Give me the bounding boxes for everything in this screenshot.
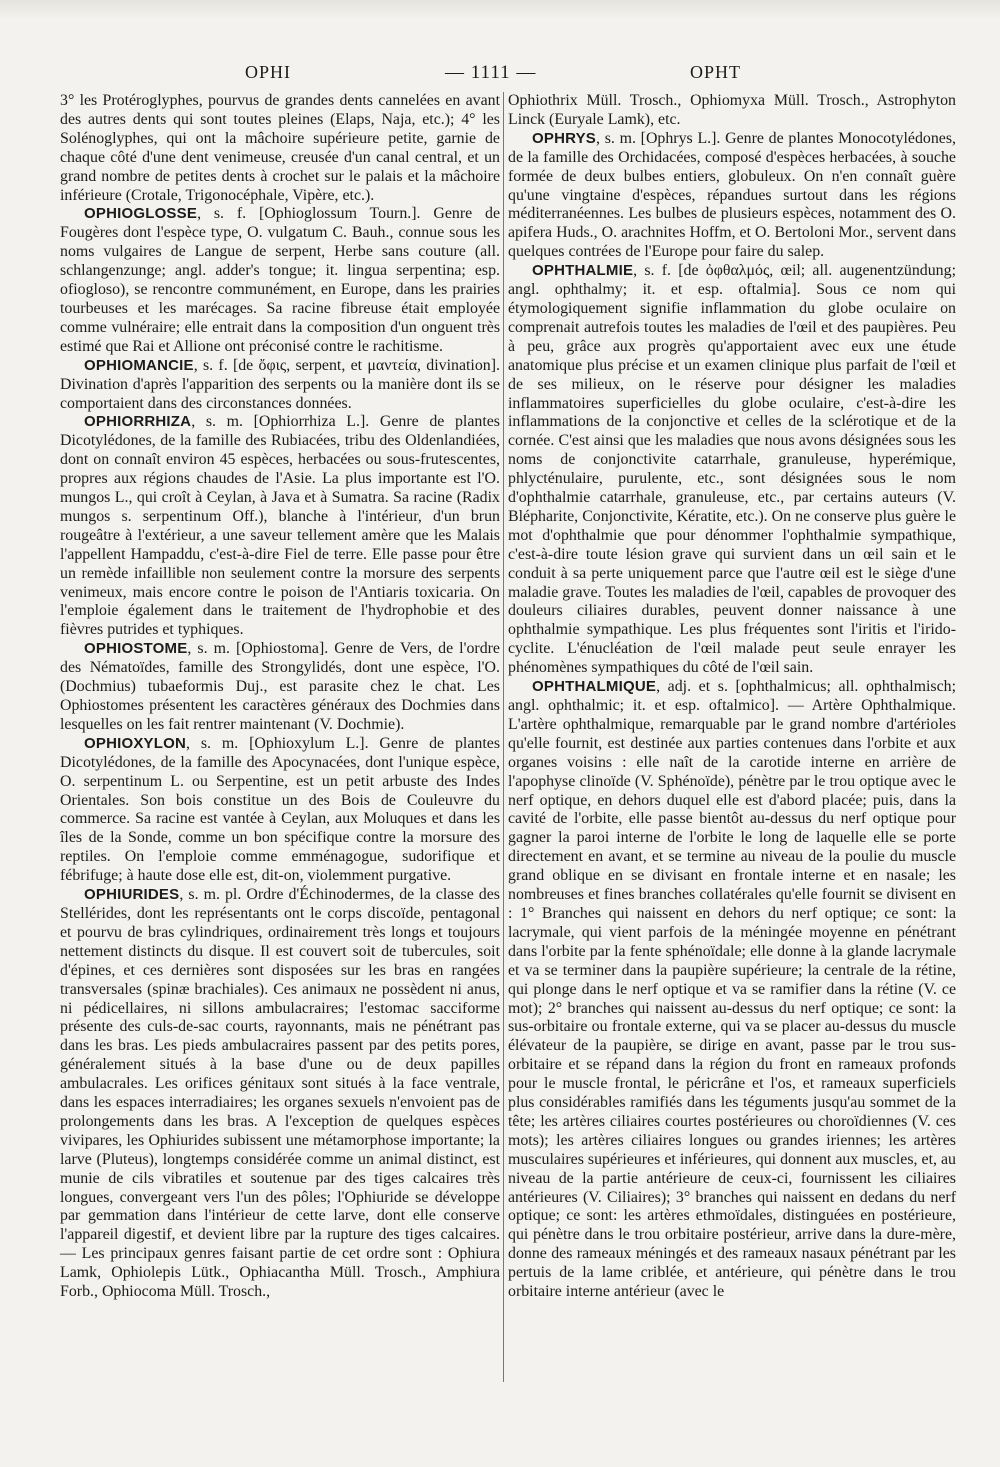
entry-ophrys: OPHRYS, s. m. [Ophrys L.]. Genre de plantes Monocotylédones, de la famille des Orchidacées, composé d'espèces herbacées, à souche formée de deux bulbes entiers, globuleux. On n'en connaît guère qu'une vingtaine d'espèces, répandues surtout dans les régions méditerranéennes. Les bulbes de plusieurs espèces, notamment des O. apifera Huds., O. arachnites Hoffm, et O. Bertoloni Mor., servent dans quelques contrées de l'Europe pour faire du salep. (508, 129, 956, 261)
entry-ophiostome: OPHIOSTOME, s. m. [Ophiostoma]. Genre de Vers, de l'ordre des Nématoïdes, famille des Strongylidés, dont une espèce, l'O. (Dochmius) tubaeformis Duj., est parasite chez le chat. Les Ophiostomes présentent les caractères généraux des Dochmies dans lesquelles on les fait rentrer maintenant (V. Dochmie). (60, 640, 500, 733)
headword: OPHIORRHIZA (84, 413, 192, 431)
headword: OPHIURIDES (84, 886, 180, 904)
headword: OPHIOGLOSSE (84, 205, 198, 223)
right-column (508, 92, 956, 1302)
page-number: — 1111 — (445, 62, 537, 83)
headword: OPHRYS (532, 129, 596, 147)
entry-ophthalmique: OPHTHALMIQUE, adj. et s. [ophthalmicus; all. ophthalmisch; angl. ophthalmic; it. et esp. oftalmico]. — Artère Ophthalmique. L'artère ophthalmique, remarquable par le grand nombre d'artérioles qu'elle fournit, est destinée aux parties contenues dans l'orbite et aux organes voisins : elle naît de la carotide interne en arrière de l'apophyse clinoïde (V. Sphénoïde), pénètre par le trou optique avec le nerf optique, en dehors duquel elle est d'abord placée; puis, dans la cavité de l'orbite, elle passe bientôt au-dessus du nerf optique pour gagner la paroi interne de l'orbite le long de laquelle elle se porte directement en avant, et se termine au niveau de la poulie du muscle grand oblique en se divisant en frontale interne et en nasale; les nombreuses et fines branches collatérales qu'elle fournit se divisent en : 1° Branches qui naissent en dehors du nerf optique; ce sont: la lacrymale, qui vient parfois de la méningée moyenne en pénétrant dans l'orbite par la fente sphénoïdale; elle donne à la glande lacrymale et va se terminer dans la paupière supérieure; la centrale de la rétine, qui plonge dans le nerf optique et va se ramifier dans la rétine (V. ce mot); 2° branches qui naissent au-dessus du nerf optique; ce sont: la sus-orbitaire ou frontale externe, qui va se placer au-dessus du muscle élévateur de la paupière, se dirige en avant, passe par le trou sus-orbitaire et se répand dans la région du front en rameaux profonds pour le muscle frontal, le péricrâne et l'os, et rameaux superficiels plus considérables ramifiés dans les téguments jusqu'au sommet de la tête; les artères ciliaires courtes postérieures ou choroïdiennes (V. ces mots); les artères ciliaires longues ou grandes iriennes; les artères musculaires supérieures et inférieures, qui donnent aux muscles, et, au niveau de la partie antérieure de ceux-ci, fournissent les ciliaires antérieures (V. Ciliaires); 3° branches qui naissent en dedans du nerf optique; ce sont: les artères ethmoïdales, distinguées en postérieure, qui pénètre dans le trou orbitaire postérieur, arrive dans la dure-mère, donne des rameaux méningés et des rameaux nasaux pénétrant par les pertuis de la lame criblée, et antérieure, qui pénètre dans le trou orbitaire interne antérieur (avec le (508, 678, 956, 1301)
header-left-guideword: OPHI (245, 62, 292, 82)
entry-ophiurides: OPHIURIDES, s. m. pl. Ordre d'Échinodermes, de la classe des Stellérides, dont les représentants ont le corps discoïde, pentagonal et pourvu de bras cylindriques, ordinairement très longs et toujours nettement distincts du disque. Il est couvert soit de tubercules, soit d'épines, et ces dernières sont disposées sur les bras en rangées transversales (spinæ brachiales). Ces animaux ne possèdent ni anus, ni pédicellaires, ni sillons ambulacraires; l'estomac sacciforme présente des culs-de-sac courts, rayonnants, mais ne pénétrant pas dans les bras. Les pieds ambulacraires passent par des petits pores, généralement situés à la base d'une ou de deux papilles ambulacrales. Les orifices génitaux sont situés à la face ventrale, dans les espaces interradiaires; les organes sexuels n'envoient pas de prolongements dans les bras. A l'exception de quelques espèces vivipares, les Ophiurides subissent une métamorphose importante; la larve (Pluteus), longtemps considérée comme un animal distinct, est munie de cils vibratiles et soutenue par des tiges calcaires très longues, convergeant vers l'un des pôles; l'Ophiuride se développe par gemmation dans l'intérieur de cette larve, dont elle conserve l'appareil digestif, et devient libre par la rupture des tiges calcaires. — Les principaux genres faisant partie de cet ordre sont : Ophiura Lamk, Ophiolepis Lütk., Ophiacantha Müll. Trosch., Amphiura Forb., Ophiocoma Müll. Trosch., (60, 886, 500, 1301)
headword: OPHTHALMIE (532, 262, 634, 280)
column-divider (503, 92, 504, 1382)
header-right-guideword: OPHT (690, 62, 742, 82)
entry-ophioglosse: OPHIOGLOSSE, s. f. [Ophioglossum Tourn.]. Genre de Fougères dont l'espèce type, O. vulgatum C. Bauh., connue sous les noms vulgaires de Langue de serpent, Herbe sans couture (all. schlangenzunge; angl. adder's tongue; it. lingua serpentina; esp. ofiogloso), se rencontre communément, en Europe, dans les prairies tourbeuses et les marécages. Sa racine fibreuse était employée comme vulnéraire; elle entrait dans la composition d'un onguent très estimé que Rai et Allione ont préconisé contre le rachitisme. (60, 205, 500, 355)
headword: OPHTHALMIQUE (532, 678, 657, 696)
page-edge (0, 0, 1000, 20)
headword: OPHIOSTOME (84, 640, 188, 658)
running-head (60, 62, 950, 92)
left-column (60, 92, 500, 1302)
entry-ophiorrhiza: OPHIORRHIZA, s. m. [Ophiorrhiza L.]. Genre de plantes Dicotylédones, de la famille des Rubiacées, tribu des Oldenlandiées, dont on connaît environ 45 espèces, herbacées ou sous-frutescentes, propres aux régions chaudes de l'Asie. La plus importante est l'O. mungos L., qui croît à Ceylan, à Java et à Sumatra. Sa racine (Radix mungos s. serpentinum Off.), blanche à l'intérieur, d'un brun rougeâtre à l'extérieur, a une saveur tellement amère que les Malais l'appellent Hampaddu, c'est-à-dire Fiel de terre. Elle passe pour être un remède infaillible non seulement contre la morsure des serpents venimeux, mais encore contre le poison de l'Antiaris toxicaria. On l'emploie également dans le traitement de l'hydrophobie et des fièvres putrides et typhiques. (60, 413, 500, 639)
entry-ophthalmie: OPHTHALMIE, s. f. [de ὀφθαλμός, œil; all. augenentzündung; angl. ophthalmy; it. et esp. oftalmia]. Sous ce nom qui étymologiquement signifie inflammation du globe oculaire on comprenait autrefois toutes les maladies de l'œil et des paupières. Peu à peu, grâce aux progrès qu'apportaient avec eux une étude anatomique plus précise et un examen clinique plus parfait de l'œil et de ses milieux, on le réserve pour désigner les maladies inflammatoires superficielles du globe oculaire, c'est-à-dire les inflammations de la conjonctive et celles de la sclérotique et de la cornée. C'est ainsi que les maladies que nous avons désignées sous les noms de conjonctivite catarrhale, granuleuse, hyperémique, phlycténulaire, purulente, etc., sont désignées sous le nom d'ophthalmie catarrhale, granuleuse, etc., par certains auteurs (V. Blépharite, Conjonctivite, Kératite, etc.). On ne conserve plus guère le mot d'ophthalmie que pour dénommer l'ophthalmie sympathique, c'est-à-dire toute lésion grave qui survient dans un œil sain et le conduit à sa perte uniquement parce que l'autre œil est le siège d'une maladie grave. Toutes les maladies de l'œil, capables de provoquer des douleurs ciliaires durables, peuvent donner naissance à une ophthalmie sympathique. Les plus fréquentes sont l'iritis et l'irido-cyclite. L'énucléation de l'œil malade peut seule enrayer les phénomènes sympathiques du côté de l'œil sain. (508, 262, 957, 677)
headword: OPHIOMANCIE (84, 356, 194, 374)
entry-ophiurides-continuation: Ophiothrix Müll. Trosch., Ophiomyxa Müll. Trosch., Astrophyton Linck (Euryale Lamk), etc. (508, 92, 956, 128)
entry-ophioxylon: OPHIOXYLON, s. m. [Ophioxylum L.]. Genre de plantes Dicotylédones, de la famille des Apocynacées, dont l'unique espèce, O. serpentinum L. ou Serpentine, est un petit arbuste des Indes Orientales. Son bois constitue un des Bois de Couleuvre du commerce. Sa racine est vantée à Ceylan, aux Moluques et dans les îles de la Sonde, comme un bon spécifique contre la morsure des reptiles. On l'emploie comme emménagogue, sudorifique et fébrifuge; à haute dose elle est, dit-on, violemment purgative. (60, 734, 500, 885)
headword: OPHIOXYLON (84, 734, 187, 752)
entry-continuation: 3° les Protéroglyphes, pourvus de grandes dents cannelées en avant des autres dents qui sont toutes pleines (Elaps, Naja, etc.); 4° les Solénoglyphes, qui ont la mâchoire supérieure petite, garnie de chaque côté d'une dent venimeuse, creusée d'un canal central, et un grand nombre de petites dents à crochet sur le palais et la mâchoire inférieure (Crotale, Trigonocéphale, Vipère, etc.). (60, 92, 500, 204)
entry-ophiomancie: OPHIOMANCIE, s. f. [de ὄφις, serpent, et μαντεία, divination]. Divination d'après l'apparition des serpents ou la manière dont ils se comportaient dans des circonstances données. (60, 356, 500, 412)
